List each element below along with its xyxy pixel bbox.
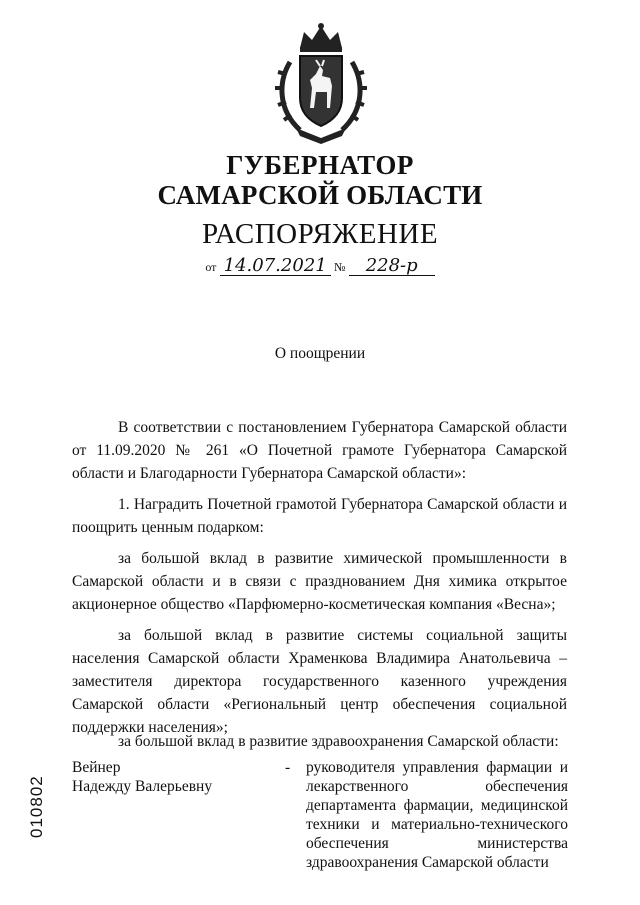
health-paragraph: за большой вклад в развитие здравоохранения Самарской области: — [118, 733, 559, 750]
chem-paragraph: за большой вклад в развитие химической промышленности в Самарской области и в связи с празднованием Дня химика открытое акционерное общество «Парфюмерно-косметическая компания «Весна»; — [72, 550, 567, 613]
number-label: № — [333, 260, 346, 274]
document-type: РАСПОРЯЖЕНИЕ — [201, 218, 439, 250]
social-paragraph: за большой вклад в развитие системы социальной защиты населения Самарской области Храменкова Владимира Анатольевича – заместителя директора государственного казенного учреждения Самарской области «Региональный центр обеспечения социальной поддержки населения»; — [72, 627, 567, 736]
header-title-line1: ГУБЕРНАТОР — [226, 150, 414, 180]
document-subject: О поощрении — [274, 345, 366, 362]
date-value: 14.07.2021 — [220, 257, 331, 276]
item1-paragraph: 1. Наградить Почетной грамотой Губернатора Самарской области и поощрить ценным подарком: — [72, 496, 567, 536]
intro-paragraph: В соответствии с постановлением Губернатора Самарской области от 11.09.2020 № 261 «О Почетной грамоте Губернатора Самарской области и Благодарности Губернатора Самарской области»: — [72, 419, 567, 482]
side-stamp-number — [27, 768, 49, 838]
awardee-dash: - — [285, 759, 291, 776]
registration-line — [0, 257, 640, 276]
side-stamp-text: 010802 — [27, 775, 46, 838]
date-label: от — [205, 260, 217, 274]
awardee-surname: Вейнер — [72, 759, 121, 776]
samara-coat-of-arms-icon — [270, 22, 372, 144]
awardee-given-name: Надежду Валерьевну — [72, 778, 213, 795]
number-value: 228-р — [349, 257, 435, 276]
awardee-position: руководителя управления фармации и лекарственного обеспечения департамента фармации, медицинской техники и материально-технического обеспечения министерства здравоохранения Самарской области — [306, 759, 568, 871]
awardee-name-block — [72, 758, 272, 796]
header-title-line2: САМАРСКОЙ ОБЛАСТИ — [157, 180, 483, 210]
